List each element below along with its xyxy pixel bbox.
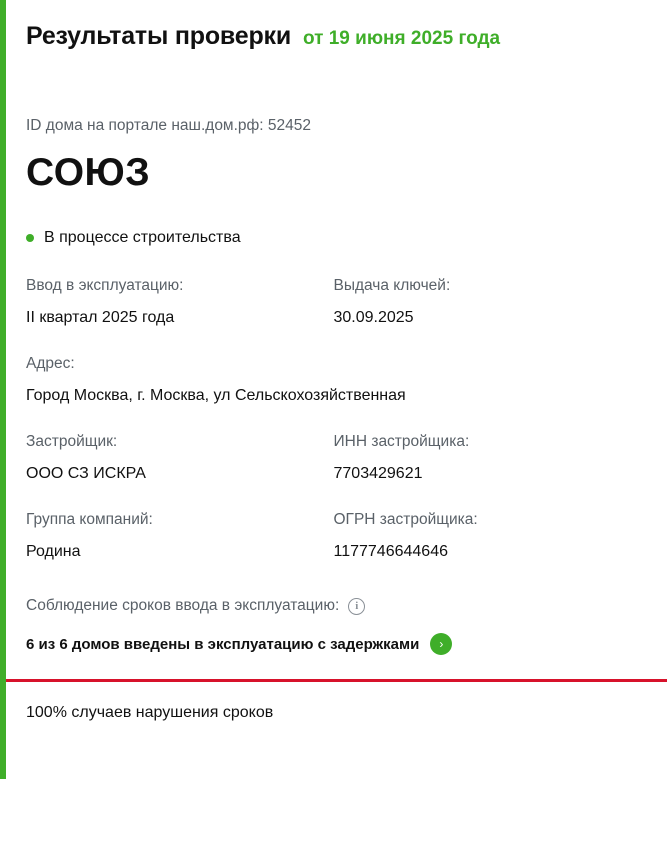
portal-house-id: ID дома на портале наш.дом.рф: 52452 <box>26 117 311 134</box>
field-ogrn <box>334 511 642 561</box>
field-group <box>26 511 334 561</box>
compliance-label: Соблюдение сроков ввода в эксплуатацию: <box>26 597 340 614</box>
address-label: Адрес: <box>26 355 75 372</box>
status-label: В процессе строительства <box>44 229 241 246</box>
inn-value: 7703429621 <box>333 465 423 482</box>
address-value: Город Москва, г. Москва, ул Сельскохозяйственная <box>26 387 406 404</box>
row-developer <box>26 433 641 483</box>
compliance-result-row[interactable] <box>26 633 641 655</box>
details-grid <box>26 277 641 561</box>
page-title: Результаты проверки <box>26 22 292 50</box>
commissioning-value: II квартал 2025 года <box>26 309 175 326</box>
row-group <box>26 511 641 561</box>
inn-label: ИНН застройщика: <box>333 433 470 450</box>
status-dot-icon <box>26 234 34 242</box>
row-dates <box>26 277 641 327</box>
field-keys <box>334 277 642 327</box>
field-address <box>26 355 641 405</box>
complex-name: СОЮЗ <box>26 151 151 194</box>
ogrn-label: ОГРН застройщика: <box>333 511 478 528</box>
info-icon[interactable]: i <box>348 598 365 615</box>
left-accent-bar <box>0 0 6 779</box>
commissioning-label: Ввод в эксплуатацию: <box>26 277 184 294</box>
group-label: Группа компаний: <box>26 511 153 528</box>
compliance-label-row <box>26 597 641 615</box>
keys-value: 30.09.2025 <box>333 309 414 326</box>
field-developer <box>26 433 334 483</box>
field-commissioning <box>26 277 334 327</box>
keys-label: Выдача ключей: <box>333 277 451 294</box>
divider-red <box>0 679 667 682</box>
compliance-section <box>26 597 641 655</box>
compliance-result-text: 6 из 6 домов введены в эксплуатацию с задержками <box>26 635 420 653</box>
violation-summary: 100% случаев нарушения сроков <box>26 704 274 721</box>
developer-value: ООО СЗ ИСКРА <box>26 465 146 482</box>
report-date: от 19 июня 2025 года <box>303 28 501 49</box>
chevron-right-icon[interactable]: › <box>430 633 452 655</box>
page-header <box>26 0 641 51</box>
group-value: Родина <box>26 543 81 560</box>
field-inn <box>334 433 642 483</box>
ogrn-value: 1177746644646 <box>333 543 448 560</box>
status-badge <box>26 229 641 247</box>
developer-label: Застройщик: <box>26 433 118 450</box>
